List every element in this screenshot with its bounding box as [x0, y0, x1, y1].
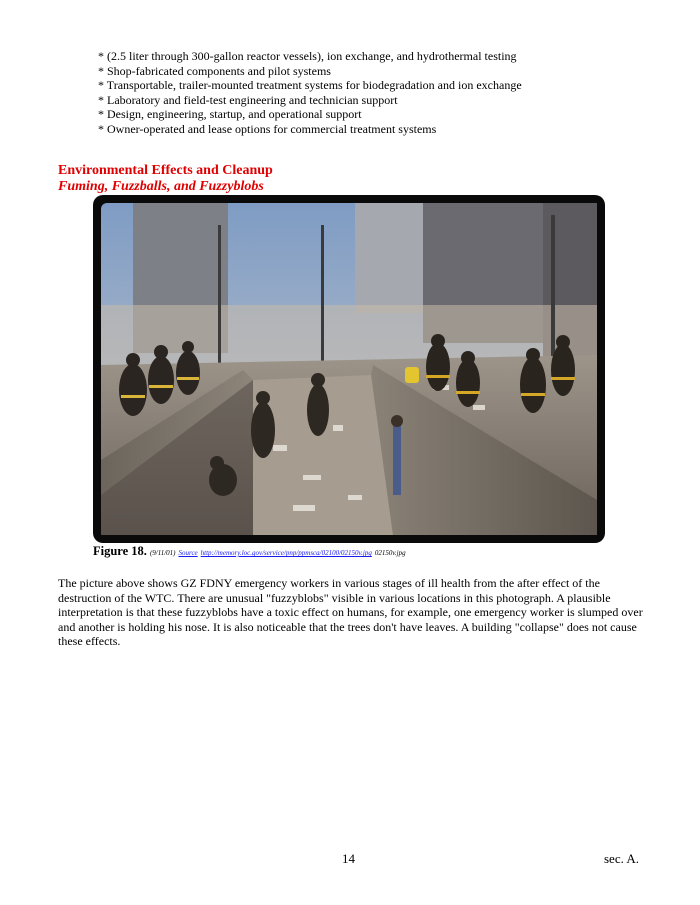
bullet-item: * Owner-operated and lease options for commercial treatment systems: [98, 121, 437, 136]
source-link[interactable]: Source: [178, 549, 198, 557]
section-subtitle: Fuming, Fuzzballs, and Fuzzyblobs: [58, 179, 264, 194]
figure-photo: [93, 195, 605, 543]
figure-caption: [93, 544, 406, 559]
worker-head: [391, 415, 403, 427]
yellow-bucket: [405, 367, 419, 383]
bullet-item: * Transportable, trailer-mounted treatment systems for biodegradation and ion exchange: [98, 78, 522, 92]
figure-label: Figure 18.: [93, 544, 147, 558]
bullet-item: * Shop-fabricated components and pilot systems: [98, 63, 331, 78]
figure-filename: 02150v.jpg: [374, 549, 406, 557]
light-pole: [321, 225, 324, 365]
figure-date: (9/11/01): [149, 549, 176, 557]
dust-haze: [101, 305, 597, 365]
section-title: Environmental Effects and Cleanup: [58, 163, 273, 178]
bullet-item: * Laboratory and field-test engineering and technician support: [98, 92, 398, 107]
building-center: [355, 203, 423, 313]
light-pole: [218, 225, 221, 365]
image-url-link[interactable]: http://memory.loc.gov/service/pnp/ppmsca/02100/02150v.jpg: [200, 549, 372, 557]
bullet-item: * (2.5 liter through 300-gallon reactor vessels), ion exchange, and hydrothermal testing: [98, 49, 517, 63]
bullet-item: * Design, engineering, startup, and operational support: [98, 107, 362, 121]
bullet-list: [98, 49, 678, 136]
section-reference: sec. A.: [604, 851, 640, 866]
light-pole: [551, 215, 555, 365]
page-number: 14: [342, 851, 355, 866]
body-paragraph: The picture above shows GZ FDNY emergency workers in various stages of ill health from the after effect of the destruction of the WTC. There are unusual "fuzzyblobs" visible in various locations in this photograph. A plausible interpretation is that these fuzzyblobs have a toxic effect on humans, for example, one emergency worker is slumped over and another is holding his nose. It is also noticeable that the trees don't have leaves. A building "collapse" does not cause these effects.: [58, 576, 643, 648]
worker-blue: [393, 425, 401, 495]
